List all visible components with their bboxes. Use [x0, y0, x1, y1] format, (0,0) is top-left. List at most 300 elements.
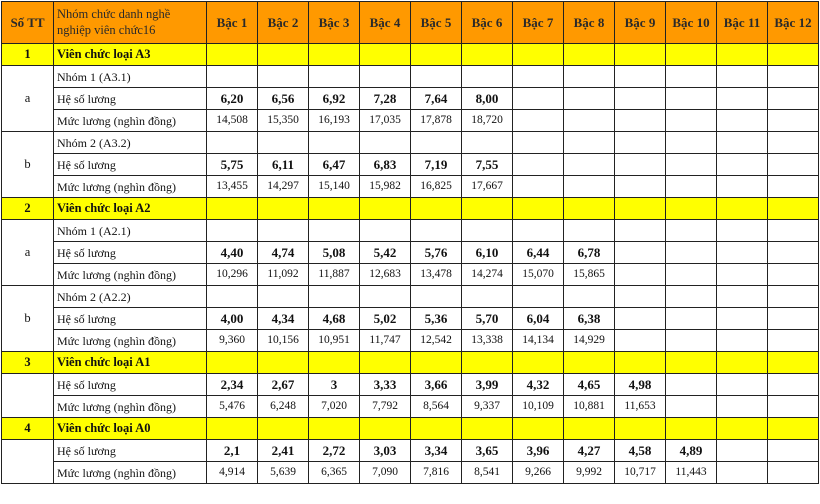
- coefficient-value: [768, 242, 819, 264]
- empty-cell: [309, 220, 360, 242]
- coefficient-value: [717, 440, 768, 462]
- coefficient-value: 8,00: [462, 88, 513, 110]
- section-empty-cell: [360, 198, 411, 220]
- empty-cell: [411, 66, 462, 88]
- section-empty-cell: [462, 418, 513, 440]
- empty-cell: [411, 220, 462, 242]
- salary-table: [1, 1, 819, 484]
- empty-cell: [717, 286, 768, 308]
- salary-value: 7,792: [360, 396, 411, 418]
- section-empty-cell: [309, 418, 360, 440]
- salary-value: 14,297: [258, 176, 309, 198]
- coefficient-value: 2,1: [207, 440, 258, 462]
- section-empty-cell: [411, 198, 462, 220]
- coefficient-value: 3,65: [462, 440, 513, 462]
- salary-value: 15,982: [360, 176, 411, 198]
- section-empty-cell: [411, 418, 462, 440]
- salary-value: 10,109: [513, 396, 564, 418]
- coefficient-value: 7,19: [411, 154, 462, 176]
- salary-label: Mức lương (nghìn đồng): [54, 176, 207, 198]
- salary-row: [2, 462, 819, 484]
- group-name: Nhóm 1 (A3.1): [54, 66, 207, 88]
- group-name-row: [2, 66, 819, 88]
- empty-cell: [615, 132, 666, 154]
- group-name: Nhóm 2 (A3.2): [54, 132, 207, 154]
- salary-table-body: [2, 2, 819, 484]
- salary-value: [615, 110, 666, 132]
- group-index: [2, 374, 54, 418]
- empty-cell: [513, 286, 564, 308]
- group-name: Nhóm 2 (A2.2): [54, 286, 207, 308]
- coefficient-label: Hệ số lương: [54, 440, 207, 462]
- coefficient-value: 2,72: [309, 440, 360, 462]
- coefficient-value: [615, 242, 666, 264]
- coefficient-value: [666, 308, 717, 330]
- coefficient-label: Hệ số lương: [54, 308, 207, 330]
- salary-value: 14,508: [207, 110, 258, 132]
- coefficient-value: 3,96: [513, 440, 564, 462]
- salary-value: [717, 110, 768, 132]
- section-empty-cell: [360, 418, 411, 440]
- header-step: Bậc 12: [768, 2, 819, 44]
- coefficient-value: 5,36: [411, 308, 462, 330]
- coefficient-value: 2,34: [207, 374, 258, 396]
- salary-row: [2, 330, 819, 352]
- section-number: 3: [2, 352, 54, 374]
- coefficient-value: 6,38: [564, 308, 615, 330]
- empty-cell: [768, 66, 819, 88]
- coefficient-value: [513, 88, 564, 110]
- coefficient-value: [666, 88, 717, 110]
- salary-value: 13,455: [207, 176, 258, 198]
- salary-value: 8,541: [462, 462, 513, 484]
- salary-value: [615, 176, 666, 198]
- coefficient-value: 6,10: [462, 242, 513, 264]
- group-index: b: [2, 286, 54, 352]
- coefficient-row: [2, 242, 819, 264]
- coefficient-value: [717, 308, 768, 330]
- empty-cell: [309, 286, 360, 308]
- empty-cell: [615, 220, 666, 242]
- section-empty-cell: [258, 418, 309, 440]
- salary-value: 10,951: [309, 330, 360, 352]
- empty-cell: [666, 286, 717, 308]
- salary-value: 5,476: [207, 396, 258, 418]
- salary-value: 15,070: [513, 264, 564, 286]
- salary-value: 13,338: [462, 330, 513, 352]
- coefficient-value: 6,20: [207, 88, 258, 110]
- empty-cell: [564, 220, 615, 242]
- empty-cell: [768, 132, 819, 154]
- coefficient-value: 7,28: [360, 88, 411, 110]
- header-step: Bậc 9: [615, 2, 666, 44]
- salary-value: [666, 396, 717, 418]
- salary-value: 16,825: [411, 176, 462, 198]
- salary-value: [666, 264, 717, 286]
- empty-cell: [309, 132, 360, 154]
- salary-value: [717, 396, 768, 418]
- section-empty-cell: [462, 352, 513, 374]
- salary-value: 18,720: [462, 110, 513, 132]
- group-name-row: [2, 286, 819, 308]
- coefficient-value: [717, 154, 768, 176]
- section-empty-cell: [615, 418, 666, 440]
- salary-value: 12,683: [360, 264, 411, 286]
- section-empty-cell: [564, 418, 615, 440]
- coefficient-value: [717, 374, 768, 396]
- coefficient-value: 3,03: [360, 440, 411, 462]
- section-empty-cell: [513, 44, 564, 66]
- coefficient-value: [768, 374, 819, 396]
- empty-cell: [207, 286, 258, 308]
- salary-value: [564, 176, 615, 198]
- coefficient-value: [768, 88, 819, 110]
- coefficient-value: [615, 308, 666, 330]
- salary-value: 11,653: [615, 396, 666, 418]
- coefficient-value: [717, 242, 768, 264]
- salary-value: 6,365: [309, 462, 360, 484]
- coefficient-value: 3,99: [462, 374, 513, 396]
- empty-cell: [564, 66, 615, 88]
- coefficient-row: [2, 308, 819, 330]
- salary-value: 11,092: [258, 264, 309, 286]
- coefficient-value: 6,56: [258, 88, 309, 110]
- section-empty-cell: [513, 352, 564, 374]
- section-empty-cell: [309, 198, 360, 220]
- header-step: Bậc 1: [207, 2, 258, 44]
- section-empty-cell: [666, 198, 717, 220]
- salary-value: [717, 462, 768, 484]
- section-empty-cell: [309, 44, 360, 66]
- section-empty-cell: [666, 44, 717, 66]
- coefficient-value: [564, 154, 615, 176]
- header-row: [2, 2, 819, 44]
- empty-cell: [768, 220, 819, 242]
- section-empty-cell: [360, 44, 411, 66]
- salary-row: [2, 110, 819, 132]
- coefficient-value: 6,04: [513, 308, 564, 330]
- coefficient-value: [717, 88, 768, 110]
- section-empty-cell: [717, 198, 768, 220]
- section-number: 4: [2, 418, 54, 440]
- coefficient-value: 5,76: [411, 242, 462, 264]
- salary-value: 15,140: [309, 176, 360, 198]
- empty-cell: [258, 66, 309, 88]
- salary-value: 7,816: [411, 462, 462, 484]
- section-title: Viên chức loại A3: [54, 44, 207, 66]
- salary-value: [666, 110, 717, 132]
- section-title: Viên chức loại A2: [54, 198, 207, 220]
- salary-label: Mức lương (nghìn đồng): [54, 330, 207, 352]
- coefficient-value: [768, 154, 819, 176]
- salary-value: 16,193: [309, 110, 360, 132]
- salary-value: 6,248: [258, 396, 309, 418]
- empty-cell: [360, 132, 411, 154]
- header-step: Bậc 10: [666, 2, 717, 44]
- salary-value: 17,035: [360, 110, 411, 132]
- salary-value: 14,929: [564, 330, 615, 352]
- section-empty-cell: [258, 352, 309, 374]
- salary-value: 14,134: [513, 330, 564, 352]
- salary-value: 11,443: [666, 462, 717, 484]
- salary-value: [768, 264, 819, 286]
- empty-cell: [717, 220, 768, 242]
- section-row: [2, 418, 819, 440]
- group-index: b: [2, 132, 54, 198]
- section-row: [2, 352, 819, 374]
- coefficient-value: 3,34: [411, 440, 462, 462]
- coefficient-label: Hệ số lương: [54, 242, 207, 264]
- empty-cell: [360, 66, 411, 88]
- header-step: Bậc 2: [258, 2, 309, 44]
- empty-cell: [207, 220, 258, 242]
- section-number: 2: [2, 198, 54, 220]
- section-empty-cell: [309, 352, 360, 374]
- section-empty-cell: [411, 44, 462, 66]
- header-step: Bậc 3: [309, 2, 360, 44]
- salary-value: 10,296: [207, 264, 258, 286]
- empty-cell: [666, 66, 717, 88]
- coefficient-value: [615, 154, 666, 176]
- empty-cell: [717, 132, 768, 154]
- empty-cell: [513, 132, 564, 154]
- coefficient-label: Hệ số lương: [54, 154, 207, 176]
- section-empty-cell: [717, 418, 768, 440]
- section-empty-cell: [615, 44, 666, 66]
- empty-cell: [411, 132, 462, 154]
- section-empty-cell: [207, 198, 258, 220]
- coefficient-value: [768, 308, 819, 330]
- salary-value: [768, 176, 819, 198]
- coefficient-value: 5,75: [207, 154, 258, 176]
- empty-cell: [615, 286, 666, 308]
- coefficient-value: 4,00: [207, 308, 258, 330]
- coefficient-value: 4,58: [615, 440, 666, 462]
- salary-value: 8,564: [411, 396, 462, 418]
- section-row: [2, 44, 819, 66]
- header-step: Bậc 7: [513, 2, 564, 44]
- salary-value: [666, 330, 717, 352]
- empty-cell: [513, 220, 564, 242]
- coefficient-value: 4,40: [207, 242, 258, 264]
- section-empty-cell: [513, 418, 564, 440]
- coefficient-value: 7,64: [411, 88, 462, 110]
- section-empty-cell: [207, 352, 258, 374]
- salary-value: 17,667: [462, 176, 513, 198]
- section-empty-cell: [411, 352, 462, 374]
- section-empty-cell: [360, 352, 411, 374]
- empty-cell: [462, 132, 513, 154]
- salary-label: Mức lương (nghìn đồng): [54, 110, 207, 132]
- coefficient-value: 6,11: [258, 154, 309, 176]
- coefficient-value: [564, 88, 615, 110]
- empty-cell: [411, 286, 462, 308]
- section-empty-cell: [258, 198, 309, 220]
- empty-cell: [768, 286, 819, 308]
- empty-cell: [360, 286, 411, 308]
- section-empty-cell: [768, 352, 819, 374]
- salary-value: 7,020: [309, 396, 360, 418]
- salary-label: Mức lương (nghìn đồng): [54, 264, 207, 286]
- empty-cell: [309, 66, 360, 88]
- salary-value: [768, 110, 819, 132]
- salary-row: [2, 176, 819, 198]
- empty-cell: [207, 132, 258, 154]
- group-name-row: [2, 132, 819, 154]
- section-empty-cell: [768, 198, 819, 220]
- section-empty-cell: [258, 44, 309, 66]
- group-index: a: [2, 66, 54, 132]
- group-index: [2, 440, 54, 484]
- section-number: 1: [2, 44, 54, 66]
- section-empty-cell: [768, 44, 819, 66]
- empty-cell: [207, 66, 258, 88]
- salary-label: Mức lương (nghìn đồng): [54, 462, 207, 484]
- section-row: [2, 198, 819, 220]
- salary-value: 9,992: [564, 462, 615, 484]
- coefficient-row: [2, 154, 819, 176]
- coefficient-value: 2,41: [258, 440, 309, 462]
- section-empty-cell: [462, 44, 513, 66]
- salary-value: 17,878: [411, 110, 462, 132]
- salary-value: 14,274: [462, 264, 513, 286]
- empty-cell: [462, 66, 513, 88]
- coefficient-label: Hệ số lương: [54, 374, 207, 396]
- salary-value: 4,914: [207, 462, 258, 484]
- salary-value: [768, 330, 819, 352]
- section-empty-cell: [615, 352, 666, 374]
- coefficient-value: 4,98: [615, 374, 666, 396]
- coefficient-value: 4,68: [309, 308, 360, 330]
- salary-row: [2, 396, 819, 418]
- salary-value: 10,717: [615, 462, 666, 484]
- coefficient-value: 4,74: [258, 242, 309, 264]
- group-name: Nhóm 1 (A2.1): [54, 220, 207, 242]
- coefficient-value: 5,08: [309, 242, 360, 264]
- salary-value: 9,337: [462, 396, 513, 418]
- header-step: Bậc 5: [411, 2, 462, 44]
- salary-value: [768, 462, 819, 484]
- section-empty-cell: [666, 418, 717, 440]
- empty-cell: [615, 66, 666, 88]
- empty-cell: [564, 286, 615, 308]
- section-title: Viên chức loại A0: [54, 418, 207, 440]
- section-empty-cell: [207, 418, 258, 440]
- coefficient-value: 3,66: [411, 374, 462, 396]
- salary-value: 15,865: [564, 264, 615, 286]
- salary-label: Mức lương (nghìn đồng): [54, 396, 207, 418]
- empty-cell: [462, 286, 513, 308]
- coefficient-value: 3,33: [360, 374, 411, 396]
- section-empty-cell: [207, 44, 258, 66]
- salary-value: [615, 330, 666, 352]
- coefficient-value: 6,92: [309, 88, 360, 110]
- salary-value: [615, 264, 666, 286]
- coefficient-value: 6,78: [564, 242, 615, 264]
- coefficient-value: 2,67: [258, 374, 309, 396]
- coefficient-value: [615, 88, 666, 110]
- section-title: Viên chức loại A1: [54, 352, 207, 374]
- section-empty-cell: [666, 352, 717, 374]
- empty-cell: [564, 132, 615, 154]
- salary-value: 11,747: [360, 330, 411, 352]
- salary-value: [717, 330, 768, 352]
- header-step: Bậc 11: [717, 2, 768, 44]
- salary-value: 15,350: [258, 110, 309, 132]
- coefficient-value: 4,65: [564, 374, 615, 396]
- empty-cell: [258, 132, 309, 154]
- salary-value: 5,639: [258, 462, 309, 484]
- section-empty-cell: [768, 418, 819, 440]
- coefficient-value: [666, 242, 717, 264]
- coefficient-value: 4,89: [666, 440, 717, 462]
- section-empty-cell: [462, 198, 513, 220]
- salary-value: [513, 110, 564, 132]
- section-empty-cell: [564, 44, 615, 66]
- coefficient-value: [768, 440, 819, 462]
- coefficient-value: 7,55: [462, 154, 513, 176]
- section-empty-cell: [564, 352, 615, 374]
- coefficient-row: [2, 88, 819, 110]
- coefficient-value: 3: [309, 374, 360, 396]
- header-step: Bậc 6: [462, 2, 513, 44]
- coefficient-value: [513, 154, 564, 176]
- coefficient-value: 6,47: [309, 154, 360, 176]
- header-step: Bậc 4: [360, 2, 411, 44]
- coefficient-value: [666, 154, 717, 176]
- salary-value: 10,881: [564, 396, 615, 418]
- coefficient-value: 4,34: [258, 308, 309, 330]
- section-empty-cell: [717, 44, 768, 66]
- salary-value: [768, 396, 819, 418]
- coefficient-row: [2, 374, 819, 396]
- empty-cell: [258, 220, 309, 242]
- header-step: Bậc 8: [564, 2, 615, 44]
- section-empty-cell: [564, 198, 615, 220]
- coefficient-label: Hệ số lương: [54, 88, 207, 110]
- salary-row: [2, 264, 819, 286]
- coefficient-value: 6,44: [513, 242, 564, 264]
- salary-value: [666, 176, 717, 198]
- header-stt: Số TT: [2, 2, 54, 44]
- salary-value: 11,887: [309, 264, 360, 286]
- section-empty-cell: [615, 198, 666, 220]
- salary-value: 7,090: [360, 462, 411, 484]
- salary-value: 10,156: [258, 330, 309, 352]
- salary-value: 13,478: [411, 264, 462, 286]
- empty-cell: [717, 66, 768, 88]
- coefficient-value: 6,83: [360, 154, 411, 176]
- salary-value: [717, 264, 768, 286]
- coefficient-value: 4,27: [564, 440, 615, 462]
- empty-cell: [258, 286, 309, 308]
- group-name-row: [2, 220, 819, 242]
- coefficient-value: [666, 374, 717, 396]
- salary-value: [717, 176, 768, 198]
- salary-value: 9,266: [513, 462, 564, 484]
- empty-cell: [513, 66, 564, 88]
- coefficient-value: 5,42: [360, 242, 411, 264]
- coefficient-row: [2, 440, 819, 462]
- salary-value: 12,542: [411, 330, 462, 352]
- coefficient-value: 5,70: [462, 308, 513, 330]
- salary-value: [513, 176, 564, 198]
- coefficient-value: 5,02: [360, 308, 411, 330]
- header-group: Nhóm chức danh nghề nghiệp viên chức16: [54, 2, 207, 44]
- empty-cell: [666, 132, 717, 154]
- group-index: a: [2, 220, 54, 286]
- section-empty-cell: [513, 198, 564, 220]
